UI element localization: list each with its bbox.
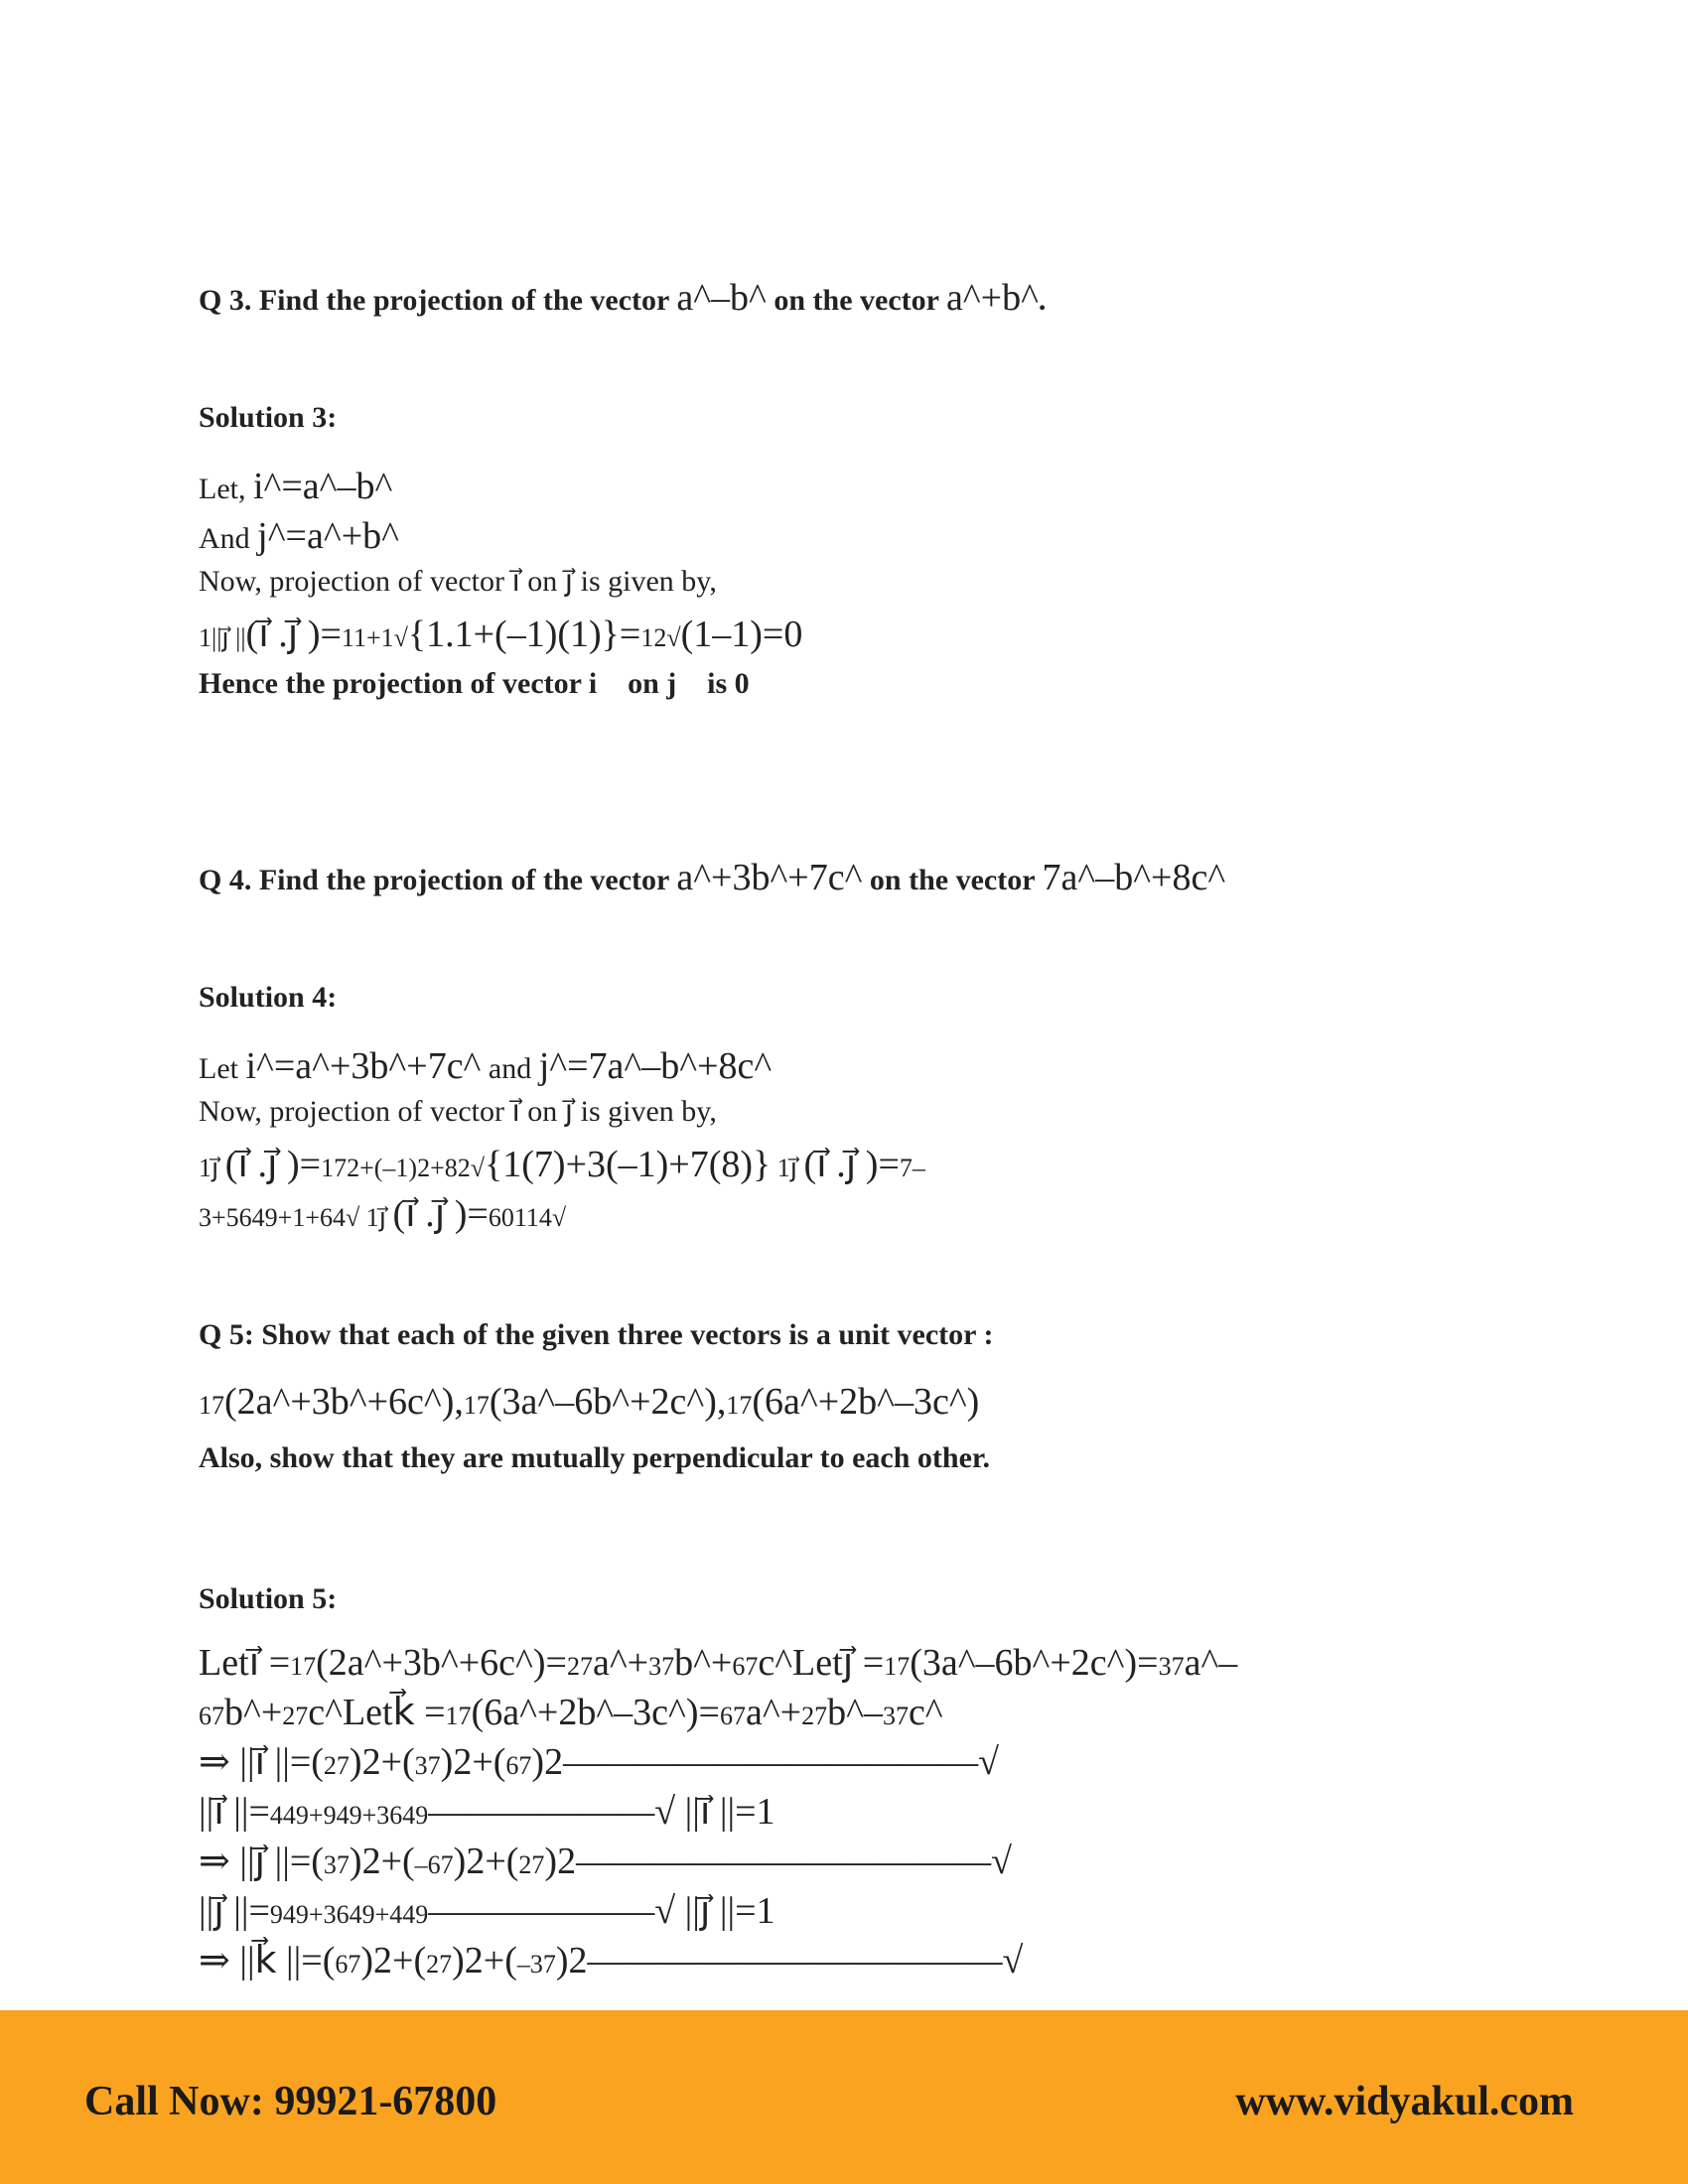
q3-formula: 1||j⃗ ||(i⃗ .j⃗ )=11+1√{1.1+(–1)(1)}=12√(1–1)=0 (199, 614, 803, 655)
q5-solution-heading: Solution 5: (199, 1582, 338, 1615)
footer-phone[interactable]: Call Now: 99921-67800 (84, 2079, 497, 2124)
q5-step-3: ⇒ ||i⃗ ||=(27)2+(37)2+(67)2———————————√ (199, 1741, 999, 1783)
q5-question: Q 5: Show that each of the given three vectors is a unit vector : (199, 1318, 994, 1351)
footer-banner (0, 2010, 1688, 2184)
q5-step-4: ||i⃗ ||=449+949+3649——————√ ||i⃗ ||=1 (199, 1791, 775, 1833)
q4-formula-line-2: 3+5649+1+64√ 1j⃗ (i⃗ .j⃗ )=60114√ (199, 1193, 567, 1235)
q5-step-7: ⇒ ||k⃗ ||=(67)2+(27)2+(–37)2———————————√ (199, 1940, 1024, 1981)
q4-question: Q 4. Find the projection of the vector a^+3b^+7c^ on the vector 7a^–b^+8c^ (199, 857, 1226, 898)
q4-formula-line-1: 1j⃗ (i⃗ .j⃗ )=172+(–1)2+82√{1(7)+3(–1)+7(8)} 1j⃗ (i⃗ .j⃗ )=7– (199, 1144, 925, 1185)
q5-step-2: 67b^+27c^Letk⃗ =17(6a^+2b^–3c^)=67a^+27b^–37c^ (199, 1692, 943, 1733)
footer-website[interactable]: www.vidyakul.com (1235, 2079, 1574, 2124)
q5-vectors: 17(2a^+3b^+6c^),17(3a^–6b^+2c^),17(6a^+2b^–3c^) (199, 1381, 980, 1423)
q5-step-6: ||j⃗ ||=949+3649+449——————√ ||j⃗ ||=1 (199, 1890, 775, 1932)
q5-also: Also, show that they are mutually perpendicular to each other. (199, 1441, 990, 1474)
q5-step-1: Leti⃗ =17(2a^+3b^+6c^)=27a^+37b^+67c^Letj⃗ =17(3a^–6b^+2c^)=37a^– (199, 1642, 1238, 1684)
q3-solution-heading: Solution 3: (199, 401, 338, 434)
q4-solution-heading: Solution 4: (199, 981, 338, 1014)
q4-let: Let i^=a^+3b^+7c^ and j^=7a^–b^+8c^ (199, 1045, 773, 1087)
q5-step-5: ⇒ ||j⃗ ||=(37)2+(–67)2+(27)2———————————√ (199, 1841, 1012, 1882)
q3-conclusion: Hence the projection of vector i⃗ on j⃗ is 0 (199, 667, 750, 700)
q3-proj-intro: Now, projection of vector i⃗ on j⃗ is given by, (199, 565, 717, 598)
q3-let: Let, i^=a^–b^ (199, 466, 393, 507)
q3-and: And j^=a^+b^ (199, 515, 399, 557)
q4-proj-intro: Now, projection of vector i⃗ on j⃗ is given by, (199, 1095, 717, 1128)
q3-question: Q 3. Find the projection of the vector a^–b^ on the vector a^+b^. (199, 277, 1047, 319)
